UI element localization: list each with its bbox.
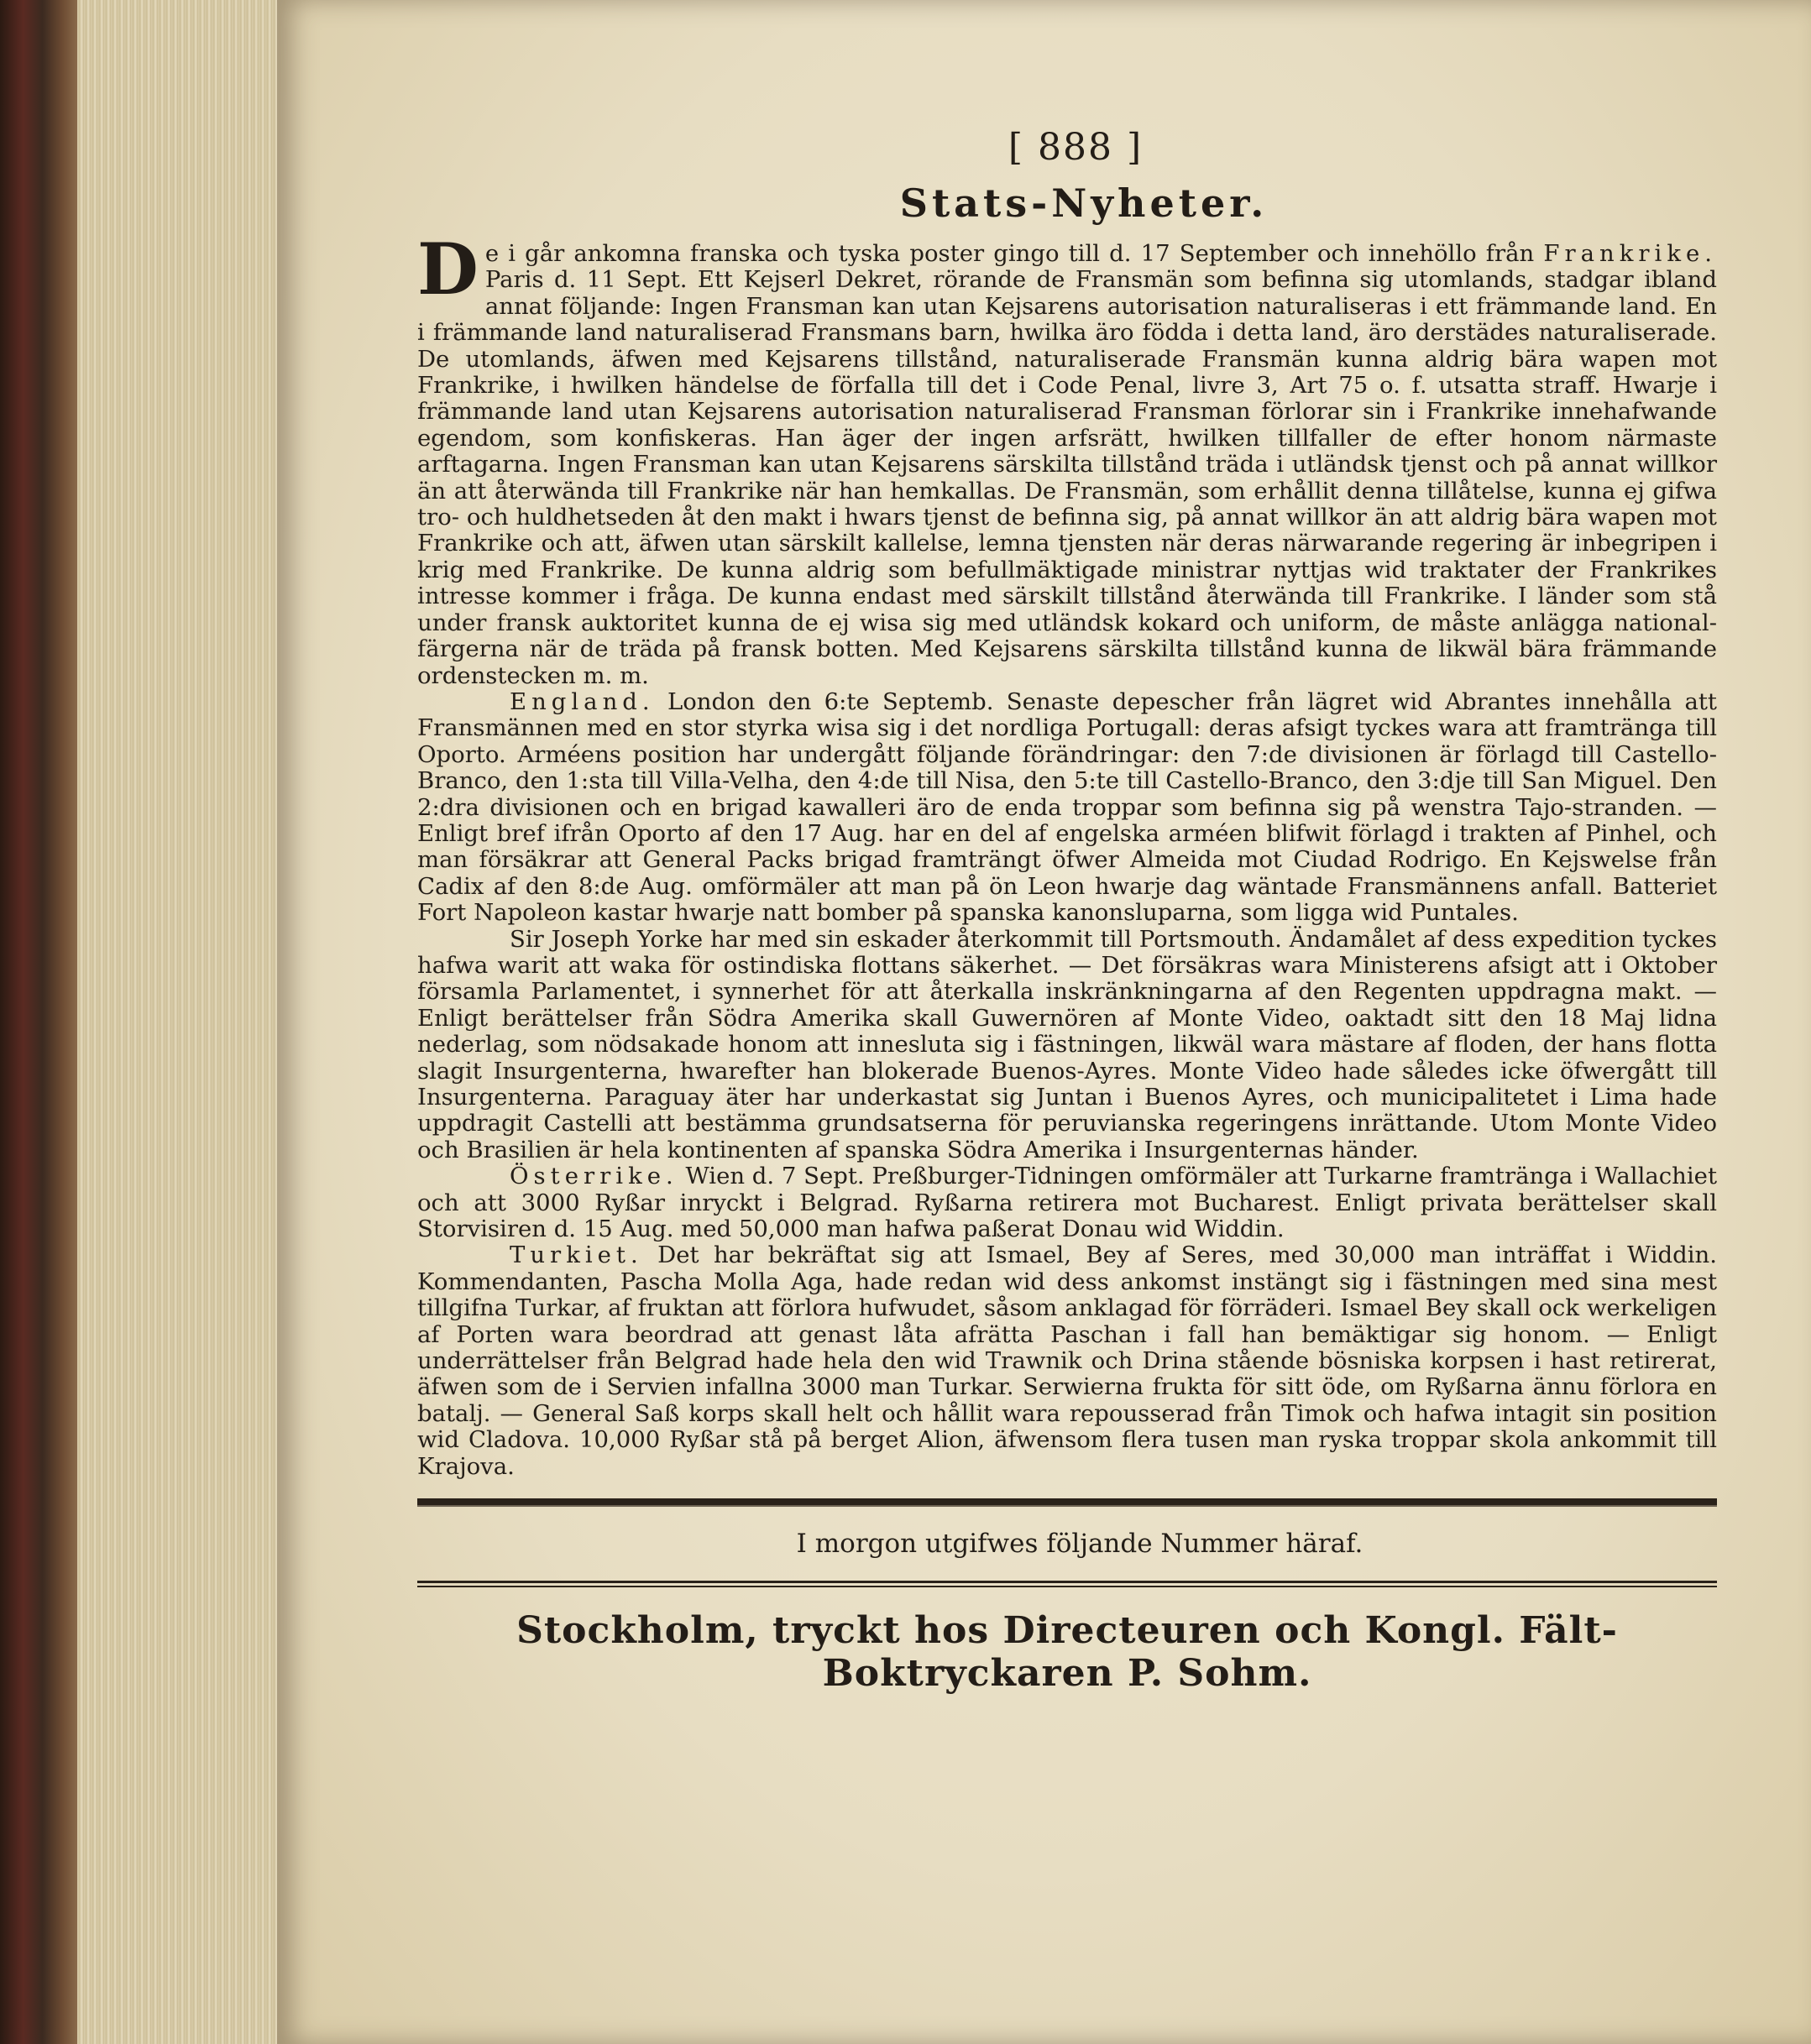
heading-osterrike: Österrike. [510,1163,678,1190]
paragraph-york [417,927,1717,1164]
printer-imprint: Stockholm, tryckt hos Directeuren och Kongl. Fält-Boktryckaren P. Sohm. [516,1609,1618,1696]
book-binding [0,0,77,2044]
text-york: Sir Joseph Yorke har med sin eskader återkommit till Portsmouth. Ändamålet af dess expedition tyckes hafwa warit att waka för ostindiska flottans säkerhet. — Det försäkras wara Ministerens afsigt att i Oktober församla Parlamentet, i synnerhet för att återkalla inskränkningarna af den Regenten uppdragna makt. — Enligt berättelser från Södra Amerika skall Guwernören af Monte Video, oaktadt sitt den 18 Maj lidna nederlag, som nödsakade honom att innesluta sig i fästningen, likwäl wara mästare af floden, der hans flotta slagit Insurgenterna, hwarefter han blokerade Buenos-Ayres. Monte Video hade således icke öfwergått till Insurgenterna. Paraguay äter har underkastat sig Juntan i Buenos Ayres, och municipalitetet i Lima hade uppdragit Castelli att bestämma grundsatserna för peruvianska regeringens inrättande. Utom Monte Video och Brasilien är hela kontinenten af spanska Södra Amerika i Insurgenternas händer. [417,925,1717,1163]
double-rule [417,1581,1717,1587]
intro-text: e i går ankomna franska och tyska poster gingo till d. 17 September och innehöllo från [484,240,1535,267]
text-turkiet: Det har bekräftat sig att Ismael, Bey af Seres, med 30,000 man inträffat i Widdin. Kommendanten, Pascha Molla Aga, hade redan wid dess ankomst instängt sig i fästningen med sina mest tillgifna Turkar, af fruktan att förlora hufwudet, såsom anklagad för förräderi. Ismael Bey skall ock werkeligen af Porten wara beordrad att genast låta afrätta Paschan i fall han bemäktigar sig honom. — Enligt underrättelser från Belgrad hade hela den wid Trawnik och Drina stående bösniska korpsen i hast retirerat, äfwen som de i Servien infallna 3000 man Turkar. Serwierna frukta för sitt öde, om Ryßarna ännu förlora en batalj. — General Saß korps skall helt och hållit wara repousserad från Timok och hafwa intagit sin position wid Cladova. 10,000 Ryßar stå på berget Alion, äfwensom flera tusen man ryska troppar skola ankommit till Krajova. [417,1242,1717,1480]
text-england: London den 6:te Septemb. Senaste depescher från lägret wid Abrantes innehålla att Fransmännen med en stor styrka wisa sig i det nordliga Portugall: deras afsigt tyckes wara att framtränga till Oporto. Arméens position har undergått följande förändringar: den 7:de divisionen är förlagd till Castello-Branco, den 1:sta till Villa-Velha, den 4:de till Nisa, den 5:te till Castello-Branco, den 3:dje till San Miguel. Den 2:dra divisionen och en brigad kawalleri äro de enda troppar som befinna sig på wenstra Tajo-stranden. — Enligt bref ifrån Oporto af den 17 Aug. har en del af engelska arméen blifwit förlagd i trakten af Pinhel, och man försäkrar att General Packs brigad framträngt öfwer Almeida mot Ciudad Rodrigo. En Kejswelse från Cadix af den 8:de Aug. omförmäler att man på ön Leon hwarje dag wäntade Fransmännens anfall. Batteriet Fort Napoleon kastar hwarje natt bomber på spanska kanonsluparna, som ligga wid Puntales. [417,687,1717,927]
text-osterrike: Wien d. 7 Sept. Preßburger-Tidningen omförmäler att Turkarne framtränga i Wallachiet och att 3000 Ryßar inryckt i Belgrad. Ryßarna retirera mot Bucharest. Enligt privata berättelser skall Storvisiren d. 15 Aug. med 50,000 man hafwa paßerat Donau wid Widdin. [417,1163,1717,1243]
paragraph-england [417,689,1717,927]
thick-rule [417,1498,1717,1507]
news-article [417,227,1717,1480]
drop-cap: D [417,227,479,311]
heading-frankrike: Frankrike. [1543,240,1717,267]
next-issue-notice: I morgon utgifwes följande Nummer häraf. [796,1529,1363,1560]
text-frankrike: Paris d. 11 Sept. Ett Kejserl Dekret, rörande de Fransmän som befinna sig utomlands, stadgar ibland annat följande: Ingen Fransman kan utan Kejsarens autorisation naturaliseras i ett främmande land. En i främmande land naturaliserad Fransmans barn, hwilka äro födda i detta land, äro derstädes naturaliserade. De utomlands, äfwen med Kejsarens tillstånd, naturaliserade Fransmän kunna aldrig bära wapen mot Frankrike, i hwilken händelse de förfalla till det i Code Penal, livre 3, Art 75 o. f. utsatta straff. Hwarje i främmande land utan Kejsarens autorisation naturaliserad Fransman förlorar sin i Frankrike innehafwande egendom, som konfiskeras. Han äger der ingen arfsrätt, hwilken tillfaller de efter honom närmaste arftagarna. Ingen Fransman kan utan Kejsarens särskilta tillstånd träda i utländsk tjenst och på annat willkor än att återwända till Frankrike när han hemkallas. De Fransmän, som erhållit denna tillåtelse, kunna ej gifwa tro- och huldhetseden åt den makt i hwars tjenst de befinna sig, på annat willkor än att aldrig bära wapen mot Frankrike och att, äfwen utan särskilt kallelse, lemna tjensten när deras närwarande regering är inbegripen i krig med Frankrike. De kunna aldrig som befullmäktigade ministrar nyttjas wid traktater der Frankrikes intresse kommer i fråga. De kunna endast med särskilt tillstånd återwända till Frankrike. I länder som stå under fransk auktoritet kunna de ej wisa sig med utländsk kokard och uniform, de måste anlägga national-färgerna när de träda på fransk botten. Med Kejsarens särskilta tillstånd kunna de likwäl bära främmande ordenstecken m. m. [417,266,1717,689]
page-content [417,126,1717,1695]
section-title: Stats-Nyheter. [899,180,1269,226]
page-edges [77,0,279,2044]
paragraph-turkiet [417,1242,1717,1480]
heading-england: England. [510,687,655,715]
page-number: [ 888 ] [1008,126,1144,169]
paragraph-osterrike [417,1163,1717,1242]
paragraph-frankrike [417,227,1717,689]
heading-turkiet: Turkiet. [510,1242,643,1269]
